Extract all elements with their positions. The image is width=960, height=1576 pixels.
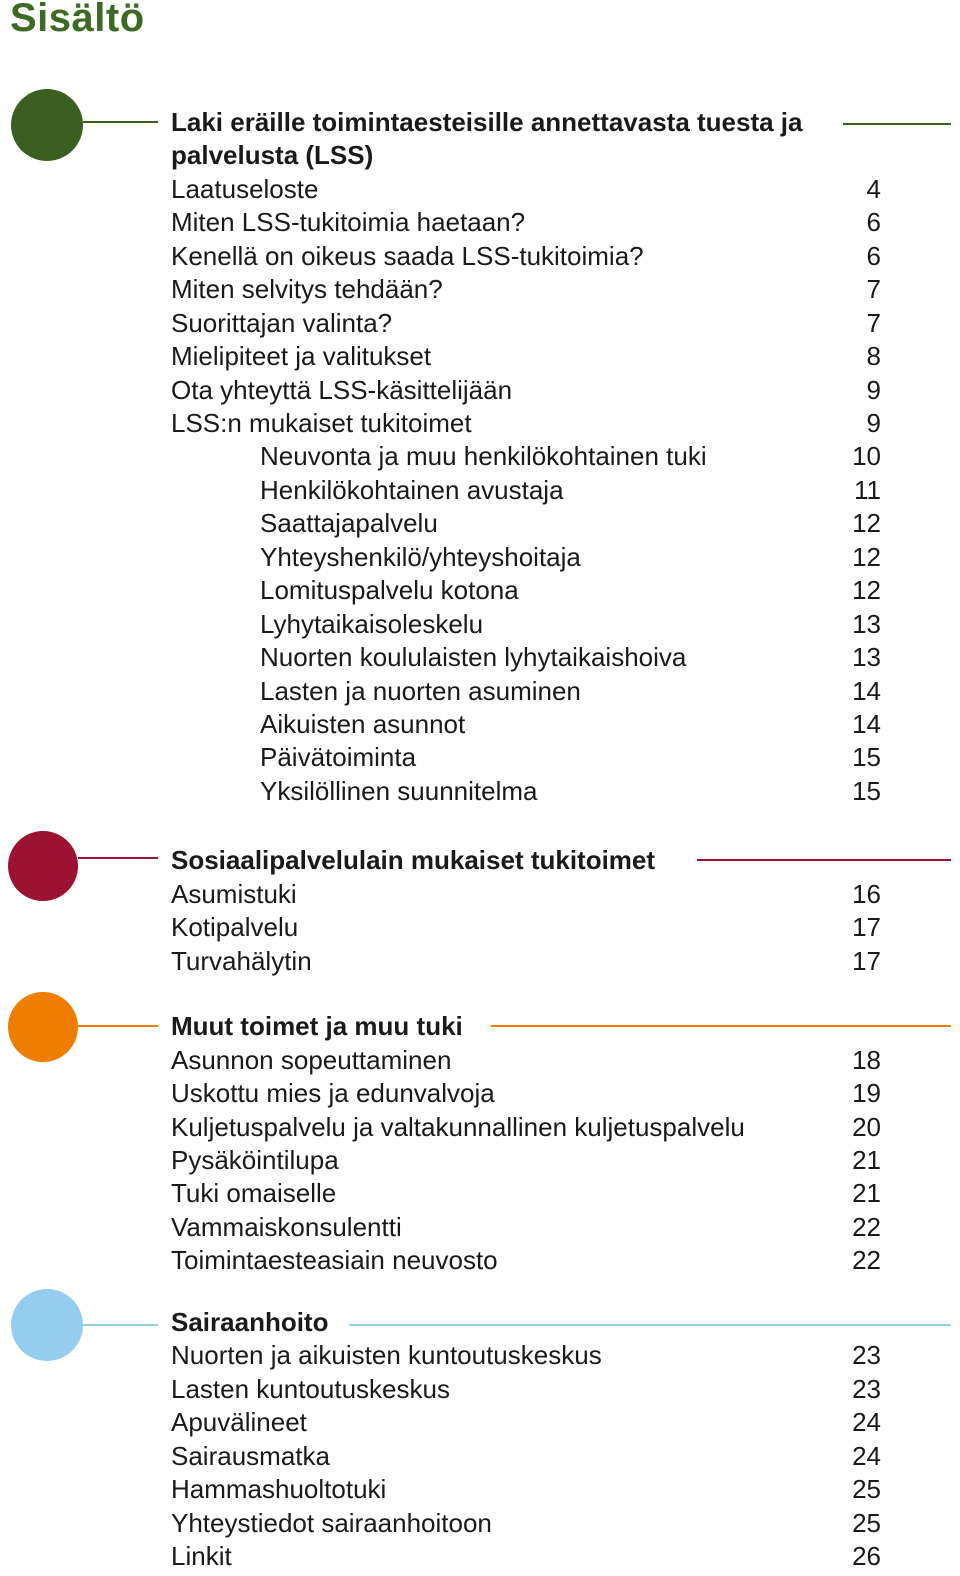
toc-entry-label: Lomituspalvelu kotona	[260, 575, 519, 605]
toc-page-number: 15	[852, 776, 881, 806]
toc-page-number: 25	[852, 1474, 881, 1504]
toc-page-number: 12	[852, 542, 881, 572]
toc-page-number: 6	[866, 207, 881, 237]
toc-entry-label: Kotipalvelu	[171, 912, 299, 942]
toc-page-number: 9	[866, 375, 881, 405]
toc-entry-label: LSS:n mukaiset tukitoimet	[171, 408, 472, 438]
toc-page-number: 10	[852, 441, 881, 471]
toc-page-number: 20	[852, 1112, 881, 1142]
toc-page-number: 22	[852, 1212, 881, 1242]
toc-entry-label: Aikuisten asunnot	[260, 709, 466, 739]
toc-entry[interactable]	[171, 374, 960, 407]
toc-page-number: 8	[866, 341, 881, 371]
toc-entry[interactable]	[171, 340, 960, 373]
toc-entry-label: Saattajapalvelu	[260, 508, 438, 538]
orange-section-dot	[8, 992, 78, 1062]
toc-page-number: 14	[852, 676, 881, 706]
section-heading-label: Muut toimet ja muu tuki	[171, 1011, 463, 1041]
section-heading-line2: palvelusta (LSS)	[171, 140, 374, 170]
toc-subentry[interactable]	[260, 541, 960, 574]
toc-entry[interactable]	[171, 1211, 960, 1244]
toc-page-number: 9	[866, 408, 881, 438]
toc-page-number: 12	[852, 508, 881, 538]
toc-page-number: 13	[852, 609, 881, 639]
toc-subentry[interactable]	[260, 708, 960, 741]
toc-entry-label: Kuljetuspalvelu ja valtakunnallinen kuljetuspalvelu	[171, 1112, 745, 1142]
toc-entry[interactable]	[171, 407, 960, 440]
toc-entry-label: Päivätoiminta	[260, 742, 417, 772]
toc-page-number: 7	[866, 274, 881, 304]
toc-entry-label: Apuvälineet	[171, 1407, 307, 1437]
toc-entry[interactable]	[171, 1044, 960, 1077]
toc-page-number: 11	[854, 475, 881, 505]
toc-entry[interactable]	[171, 173, 960, 206]
toc-entry[interactable]	[171, 1111, 960, 1144]
green-section-rule-left	[83, 121, 158, 123]
toc-page-number: 15	[852, 742, 881, 772]
toc-page-number: 26	[852, 1541, 881, 1571]
toc-entry-label: Sairausmatka	[171, 1441, 330, 1471]
orange-section-rule-left	[78, 1025, 158, 1027]
toc-entry-label: Henkilökohtainen avustaja	[260, 475, 564, 505]
toc-entry-label: Miten selvitys tehdään?	[171, 274, 443, 304]
toc-subentry[interactable]	[260, 775, 960, 808]
toc-entry-label: Mielipiteet ja valitukset	[171, 341, 432, 371]
toc-entry[interactable]	[171, 1244, 960, 1277]
toc-entry-label: Asumistuki	[171, 879, 297, 909]
toc-entry-label: Yksilöllinen suunnitelma	[260, 776, 538, 806]
green-section-dot	[11, 89, 83, 161]
toc-entry-label: Tuki omaiselle	[171, 1178, 337, 1208]
toc-page-number: 24	[852, 1407, 881, 1437]
section-heading-muut-toimet	[171, 1010, 960, 1043]
toc-entry[interactable]	[171, 1406, 960, 1439]
toc-page-number: 19	[852, 1078, 881, 1108]
section-heading-sosiaalipalvelu	[171, 844, 960, 877]
toc-page-number: 17	[852, 946, 881, 976]
page-title: Sisältö	[10, 0, 145, 40]
toc-entry[interactable]	[171, 945, 960, 978]
toc-entry[interactable]	[171, 1077, 960, 1110]
toc-entry[interactable]	[171, 1473, 960, 1506]
toc-page-number: 23	[852, 1340, 881, 1370]
toc-entry-label: Nuorten ja aikuisten kuntoutuskeskus	[171, 1340, 602, 1370]
toc-entry-label: Vammaiskonsulentti	[171, 1212, 402, 1242]
toc-page-number: 13	[852, 642, 881, 672]
toc-entry[interactable]	[171, 878, 960, 911]
toc-page-number: 18	[852, 1045, 881, 1075]
toc-entry[interactable]	[171, 1373, 960, 1406]
toc-entry-label: Lyhytaikaisoleskelu	[260, 609, 484, 639]
green-section-rule-right	[843, 123, 951, 125]
toc-entry-label: Asunnon sopeuttaminen	[171, 1045, 452, 1075]
toc-page-number: 14	[852, 709, 881, 739]
toc-entry[interactable]	[171, 206, 960, 239]
toc-entry-label: Yhteystiedot sairaanhoitoon	[171, 1508, 492, 1538]
toc-page-number: 21	[852, 1145, 881, 1175]
toc-entry-label: Lasten ja nuorten asuminen	[260, 676, 581, 706]
toc-subentry[interactable]	[260, 474, 960, 507]
toc-entry-label: Ota yhteyttä LSS-käsittelijään	[171, 375, 513, 405]
toc-entry-label: Neuvonta ja muu henkilökohtainen tuki	[260, 441, 707, 471]
toc-subentry[interactable]	[260, 507, 960, 540]
toc-entry-label: Kenellä on oikeus saada LSS-tukitoimia?	[171, 241, 644, 271]
toc-page-number: 4	[866, 174, 881, 204]
red-section-rule-left	[78, 857, 158, 859]
toc-page-number: 24	[852, 1441, 881, 1471]
toc-entry-label: Pysäköintilupa	[171, 1145, 339, 1175]
toc-entry-label: Hammashuoltotuki	[171, 1474, 387, 1504]
toc-entry[interactable]	[171, 1540, 960, 1573]
toc-page-number: 22	[852, 1245, 881, 1275]
toc-page-number: 23	[852, 1374, 881, 1404]
toc-entry[interactable]	[171, 273, 960, 306]
toc-subentry[interactable]	[260, 608, 960, 641]
toc-page-number: 6	[866, 241, 881, 271]
toc-subentry[interactable]	[260, 641, 960, 674]
toc-entry[interactable]	[171, 911, 960, 944]
section-heading-sairaanhoito	[171, 1306, 960, 1339]
toc-entry-label: Nuorten koululaisten lyhytaikaishoiva	[260, 642, 687, 672]
section-heading-line1: Laki eräille toimintaesteisille annettavasta tuesta ja	[171, 107, 803, 137]
toc-entry-label: Turvahälytin	[171, 946, 312, 976]
toc-entry[interactable]	[171, 1177, 960, 1210]
toc-entry[interactable]	[171, 1144, 960, 1177]
toc-entry-label: Miten LSS-tukitoimia haetaan?	[171, 207, 526, 237]
toc-page-number: 21	[852, 1178, 881, 1208]
toc-page-number: 17	[852, 912, 881, 942]
toc-entry-label: Lasten kuntoutuskeskus	[171, 1374, 450, 1404]
toc-entry-label: Yhteyshenkilö/yhteyshoitaja	[260, 542, 581, 572]
blue-section-dot	[11, 1289, 83, 1361]
toc-entry[interactable]	[171, 1339, 960, 1372]
toc-entry-label: Suorittajan valinta?	[171, 308, 393, 338]
toc-entry-label: Linkit	[171, 1541, 232, 1571]
toc-entry-label: Uskottu mies ja edunvalvoja	[171, 1078, 495, 1108]
toc-page-number: 12	[852, 575, 881, 605]
toc-page-number: 7	[866, 308, 881, 338]
toc-page-number: 25	[852, 1508, 881, 1538]
toc-entry-label: Toimintaesteasiain neuvosto	[171, 1245, 498, 1275]
toc-entry[interactable]	[171, 1440, 960, 1473]
section-heading-label: Sosiaalipalvelulain mukaiset tukitoimet	[171, 845, 656, 875]
toc-page-number: 16	[852, 879, 881, 909]
toc-subentry[interactable]	[260, 741, 960, 774]
red-section-dot	[8, 831, 78, 901]
toc-entry[interactable]	[171, 240, 960, 273]
blue-section-rule-left	[83, 1324, 158, 1326]
toc-subentry[interactable]	[260, 675, 960, 708]
toc-subentry[interactable]	[260, 574, 960, 607]
toc-subentry[interactable]	[260, 440, 960, 473]
section-heading-label: Sairaanhoito	[171, 1307, 329, 1337]
toc-entry-label: Laatuseloste	[171, 174, 319, 204]
toc-entry[interactable]	[171, 307, 960, 340]
section-heading-lss	[171, 106, 803, 172]
toc-entry[interactable]	[171, 1507, 960, 1540]
